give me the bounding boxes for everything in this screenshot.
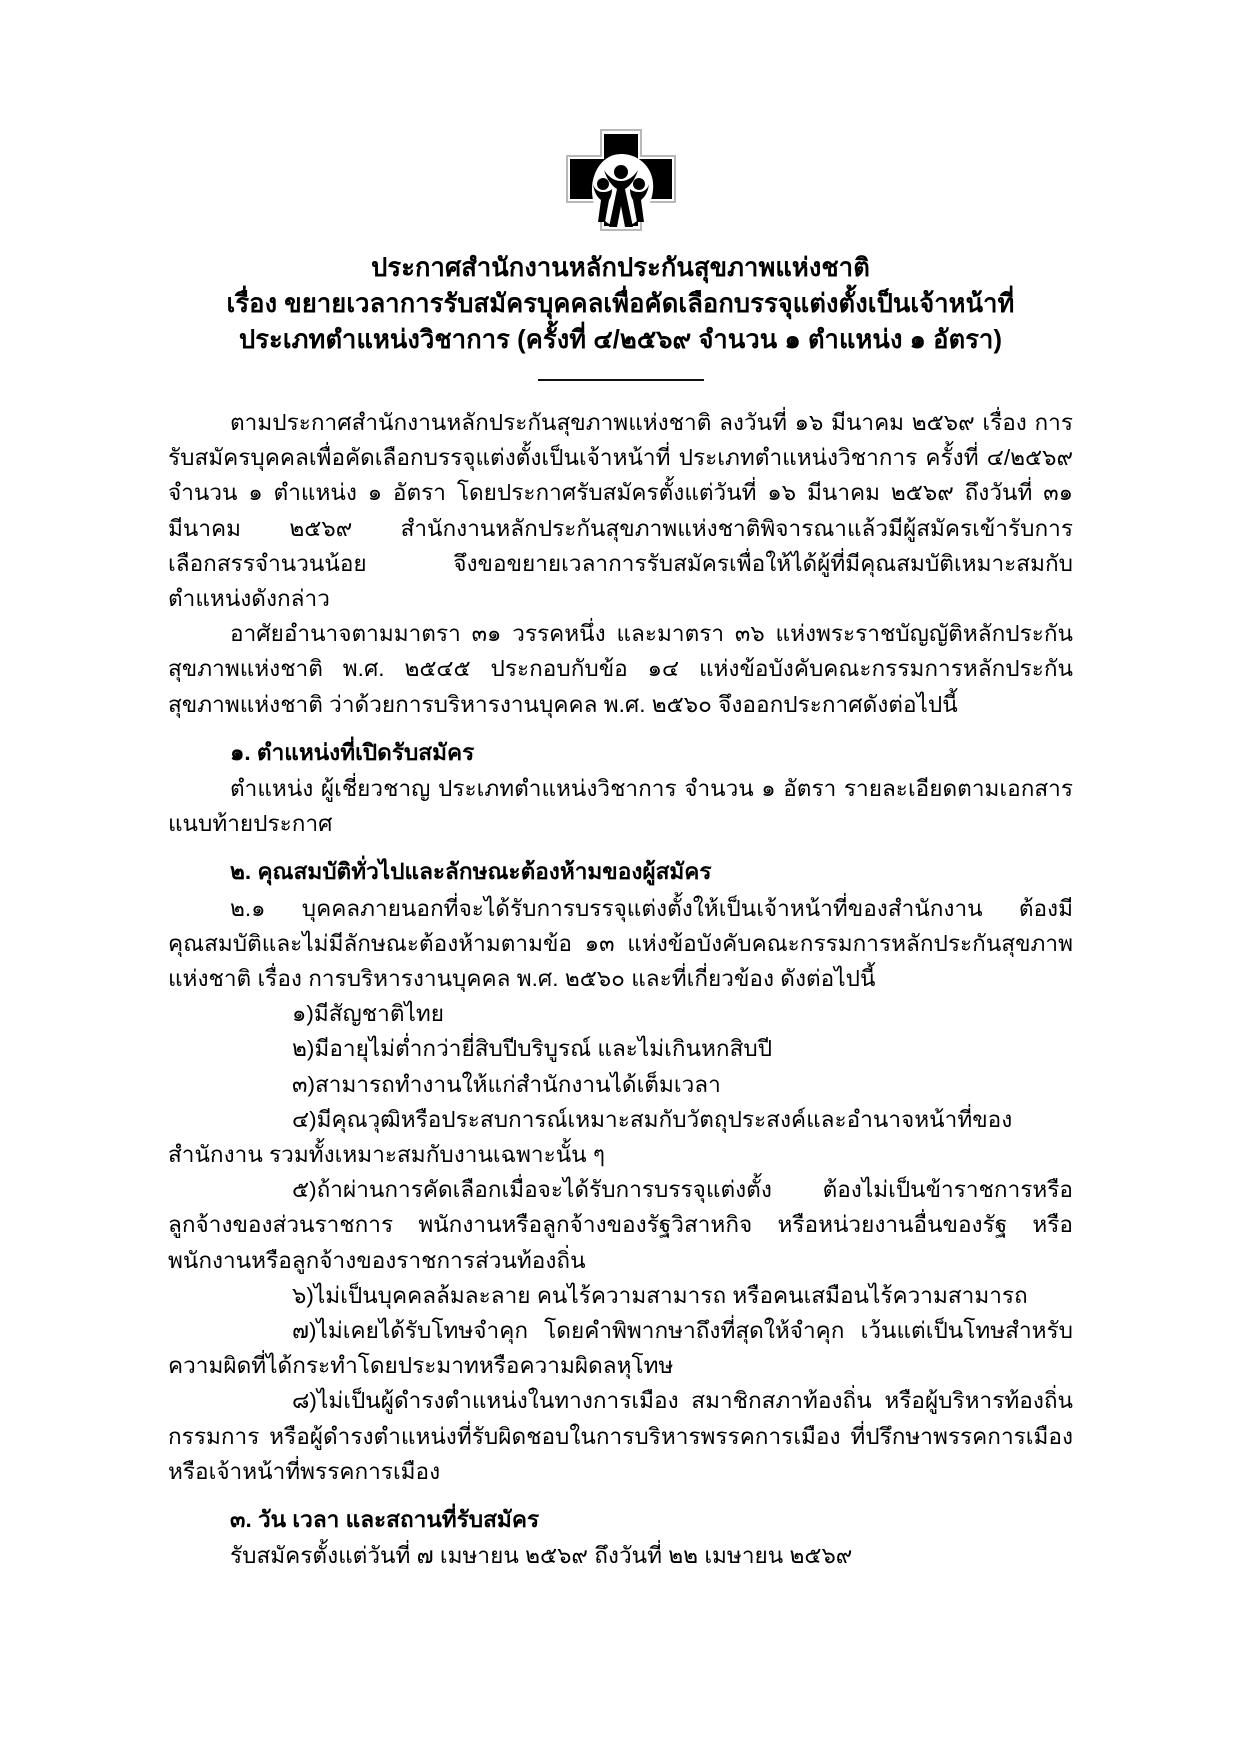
list-item (168, 1102, 1073, 1172)
list-item-text: ไม่เป็นผู้ดำรงตำแหน่งในทางการเมือง สมาชิกสภาท้องถิ่น หรือผู้บริหารท้องถิ่น กรรมการ หรือผู้ดำรงตำแหน่งที่รับผิดชอบในการบริหารพรรคการเมือง ที่ปรึกษาพรรคการเมือง หรือเจ้าหน้าที่พรรคการเมือง (168, 1388, 1073, 1484)
list-item-number: ๖) (292, 1282, 314, 1308)
list-item (168, 1278, 1073, 1313)
logo-container (0, 0, 1241, 232)
section-body-2: ๒.๑ บุคคลภายนอกที่จะได้รับการบรรจุแต่งตั้งให้เป็นเจ้าหน้าที่ของสำนักงาน ต้องมีคุณสมบัติและไม่มีลักษณะต้องห้ามตามข้อ ๑๓ แห่งข้อบังคับคณะกรรมการหลักประกันสุขภาพแห่งชาติ เรื่อง การบริหารงานบุคคล พ.ศ. ๒๕๖๐ และที่เกี่ยวข้อง ดังต่อไปนี้ (168, 895, 1073, 992)
list-item (168, 1383, 1073, 1489)
title-line-3: ประเภทตำแหน่งวิชาการ (ครั้งที่ ๔/๒๕๖๙ จำนวน ๑ ตำแหน่ง ๑ อัตรา) (238, 326, 1003, 354)
page-title (0, 250, 1241, 358)
title-line-2: เรื่อง ขยายเวลาการรับสมัครบุคคลเพื่อคัดเลือกบรรจุแต่งตั้งเป็นเจ้าหน้าที่ (226, 290, 1015, 318)
list-item-number: ๕) (292, 1177, 317, 1203)
list-item-number: ๗) (292, 1318, 317, 1344)
section-body-1: ตำแหน่ง ผู้เชี่ยวชาญ ประเภทตำแหน่งวิชาการ จำนวน ๑ อัตรา รายละเอียดตามเอกสารแนบท้ายประกาศ (168, 776, 1073, 837)
title-line-1: ประกาศสำนักงานหลักประกันสุขภาพแห่งชาติ (371, 254, 870, 282)
title-divider (538, 379, 704, 381)
list-item-number: ๑) (292, 1001, 314, 1027)
list-item-text: มีสัญชาติไทย (313, 1001, 444, 1027)
list-item-number: ๔) (292, 1106, 317, 1132)
section-body-3: รับสมัครตั้งแต่วันที่ ๗ เมษายน ๒๕๖๙ ถึงวันที่ ๒๒ เมษายน ๒๕๖๙ (230, 1543, 853, 1569)
section-heading-3: ๓. วัน เวลา และสถานที่รับสมัคร (230, 1507, 540, 1533)
section-heading-2: ๒. คุณสมบัติทั่วไปและลักษณะต้องห้ามของผู้สมัคร (230, 859, 712, 885)
list-item (168, 1031, 1073, 1066)
paragraph-2: อาศัยอำนาจตามมาตรา ๓๑ วรรคหนึ่ง และมาตรา ๓๖ แห่งพระราชบัญญัติหลักประกันสุขภาพแห่งชาติ พ.ศ. ๒๕๔๕ ประกอบกับข้อ ๑๔ แห่งข้อบังคับคณะกรรมการหลักประกันสุขภาพแห่งชาติ ว่าด้วยการบริหารงานบุคคล พ.ศ. ๒๕๖๐ จึงออกประกาศดังต่อไปนี้ (168, 621, 1073, 717)
list-item (168, 1067, 1073, 1102)
list-item-number: ๒) (292, 1036, 315, 1062)
list-item-text: ไม่เคยได้รับโทษจำคุก โดยคำพิพากษาถึงที่สุดให้จำคุก เว้นแต่เป็นโทษสำหรับความผิดที่ได้กระทำโดยประมาทหรือความผิดลหุโทษ (168, 1318, 1073, 1379)
list-item-text: ถ้าผ่านการคัดเลือกเมื่อจะได้รับการบรรจุแต่งตั้ง ต้องไม่เป็นข้าราชการหรือลูกจ้างของส่วนราชการ พนักงานหรือลูกจ้างของรัฐวิสาหกิจ หรือหน่วยงานอื่นของรัฐ หรือพนักงานหรือลูกจ้างของราชการส่วนท้องถิ่น (168, 1177, 1073, 1273)
section-heading-1: ๑. ตำแหน่งที่เปิดรับสมัคร (230, 739, 475, 765)
list-item-number: ๓) (292, 1071, 315, 1097)
list-item-text: มีคุณวุฒิหรือประสบการณ์เหมาะสมกับวัตถุประสงค์และอำนาจหน้าที่ของสำนักงาน รวมทั้งเหมาะสมกับงานเฉพาะนั้น ๆ (168, 1106, 1013, 1168)
document-body (168, 381, 1073, 1574)
nhso-emblem-icon (563, 128, 679, 232)
list-item-text: สามารถทำงานให้แก่สำนักงานได้เต็มเวลา (314, 1071, 721, 1097)
list-item (168, 996, 1073, 1031)
list-item (168, 1313, 1073, 1383)
list-item (168, 1172, 1073, 1278)
list-item-text: ไม่เป็นบุคคลล้มละลาย คนไร้ความสามารถ หรือคนเสมือนไร้ความสามารถ (313, 1282, 1028, 1308)
paragraph-1: ตามประกาศสำนักงานหลักประกันสุขภาพแห่งชาติ ลงวันที่ ๑๖ มีนาคม ๒๕๖๙ เรื่อง การรับสมัครบุคคลเพื่อคัดเลือกบรรจุแต่งตั้งเป็นเจ้าหน้าที่ ประเภทตำแหน่งวิชาการ ครั้งที่ ๔/๒๕๖๙ จำนวน ๑ ตำแหน่ง ๑ อัตรา โดยประกาศรับสมัครตั้งแต่วันที่ ๑๖ มีนาคม ๒๕๖๙ ถึงวันที่ ๓๑ มีนาคม ๒๕๖๙ สำนักงานหลักประกันสุขภาพแห่งชาติพิจารณาแล้วมีผู้สมัครเข้ารับการเลือกสรรจำนวนน้อย จึงขอขยายเวลาการรับสมัครเพื่อให้ได้ผู้ที่มีคุณสมบัติเหมาะสมกับตำแหน่งดังกล่าว (168, 410, 1073, 612)
list-item-number: ๘) (292, 1388, 317, 1414)
list-item-text: มีอายุไม่ต่ำกว่ายี่สิบปีบริบูรณ์ และไม่เกินหกสิบปี (314, 1036, 773, 1062)
